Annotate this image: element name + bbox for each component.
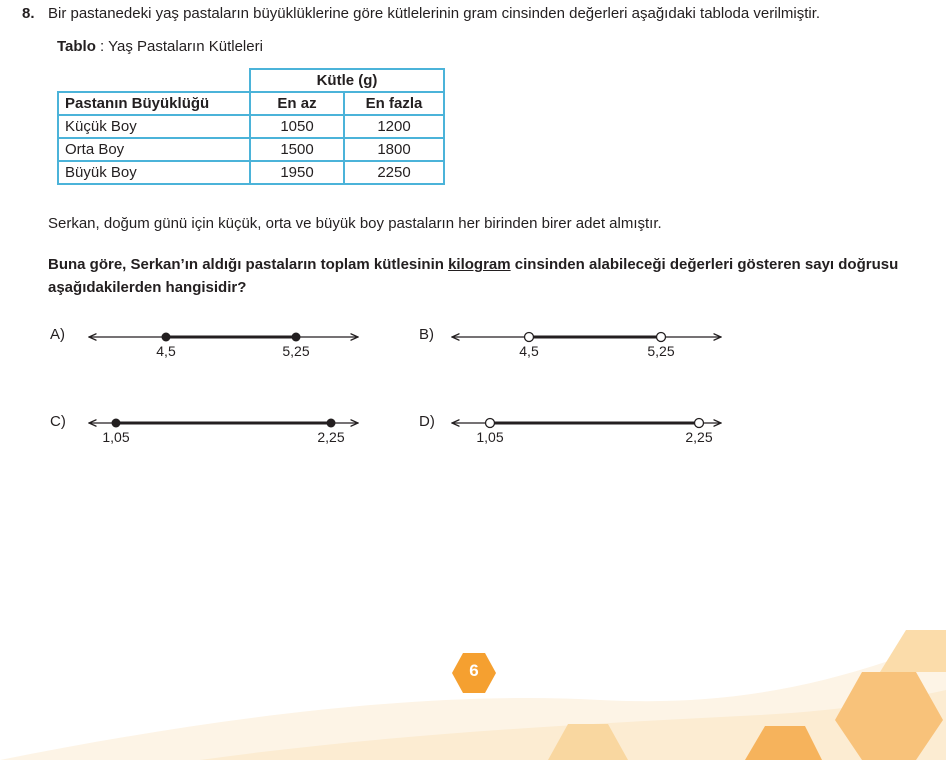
table-cell: Küçük Boy [58, 115, 250, 138]
table-col-header: En fazla [344, 92, 444, 115]
table-cell: 1200 [344, 115, 444, 138]
option-b-right-label: 5,25 [647, 343, 675, 359]
table-cell: Orta Boy [58, 138, 250, 161]
prompt-underlined-word: kilogram [448, 256, 511, 273]
table-cell: 1050 [250, 115, 344, 138]
table-col-header: En az [250, 92, 344, 115]
table-col-header: Pastanın Büyüklüğü [58, 92, 250, 115]
option-b-letter[interactable]: B) [419, 326, 434, 343]
table-group-header: Kütle (g) [250, 69, 444, 92]
table-caption-label: Tablo [57, 38, 96, 55]
page-number: 6 [469, 661, 479, 680]
option-d-right-label: 2,25 [685, 429, 713, 445]
prompt-part-1: Buna göre, Serkan’ın aldığı pastaların toplam kütlesinin [48, 256, 449, 273]
option-c-right-label: 2,25 [317, 429, 345, 445]
table-cell: 2250 [344, 161, 444, 184]
option-a-right-label: 5,25 [282, 343, 310, 359]
option-a-left-label: 4,5 [156, 343, 176, 359]
table-caption-text: : Yaş Pastaların Kütleleri [95, 38, 263, 55]
option-a-letter[interactable]: A) [50, 326, 65, 343]
option-c-letter[interactable]: C) [50, 413, 66, 430]
option-c-left-label: 1,05 [102, 429, 130, 445]
table-cell: Büyük Boy [58, 161, 250, 184]
option-d-letter[interactable]: D) [419, 413, 435, 430]
prompt-part-2: cinsinden alabileceği değerleri gösteren sayı doğrusu aşağıdakilerden hangisidir? [48, 256, 899, 296]
question-number: 8. [22, 5, 35, 22]
statement-text: Serkan, doğum günü için küçük, orta ve büyük boy pastaların her birinden birer adet almıştır. [48, 215, 662, 232]
option-d-left-label: 1,05 [476, 429, 504, 445]
option-b-left-label: 4,5 [519, 343, 539, 359]
question-body: Bir pastanedeki yaş pastaların büyüklüklerine göre kütlelerinin gram cinsinden değerleri aşağıdaki tabloda verilmiştir. [48, 5, 821, 22]
table-cell: 1950 [250, 161, 344, 184]
table-cell: 1800 [344, 138, 444, 161]
table-cell: 1500 [250, 138, 344, 161]
